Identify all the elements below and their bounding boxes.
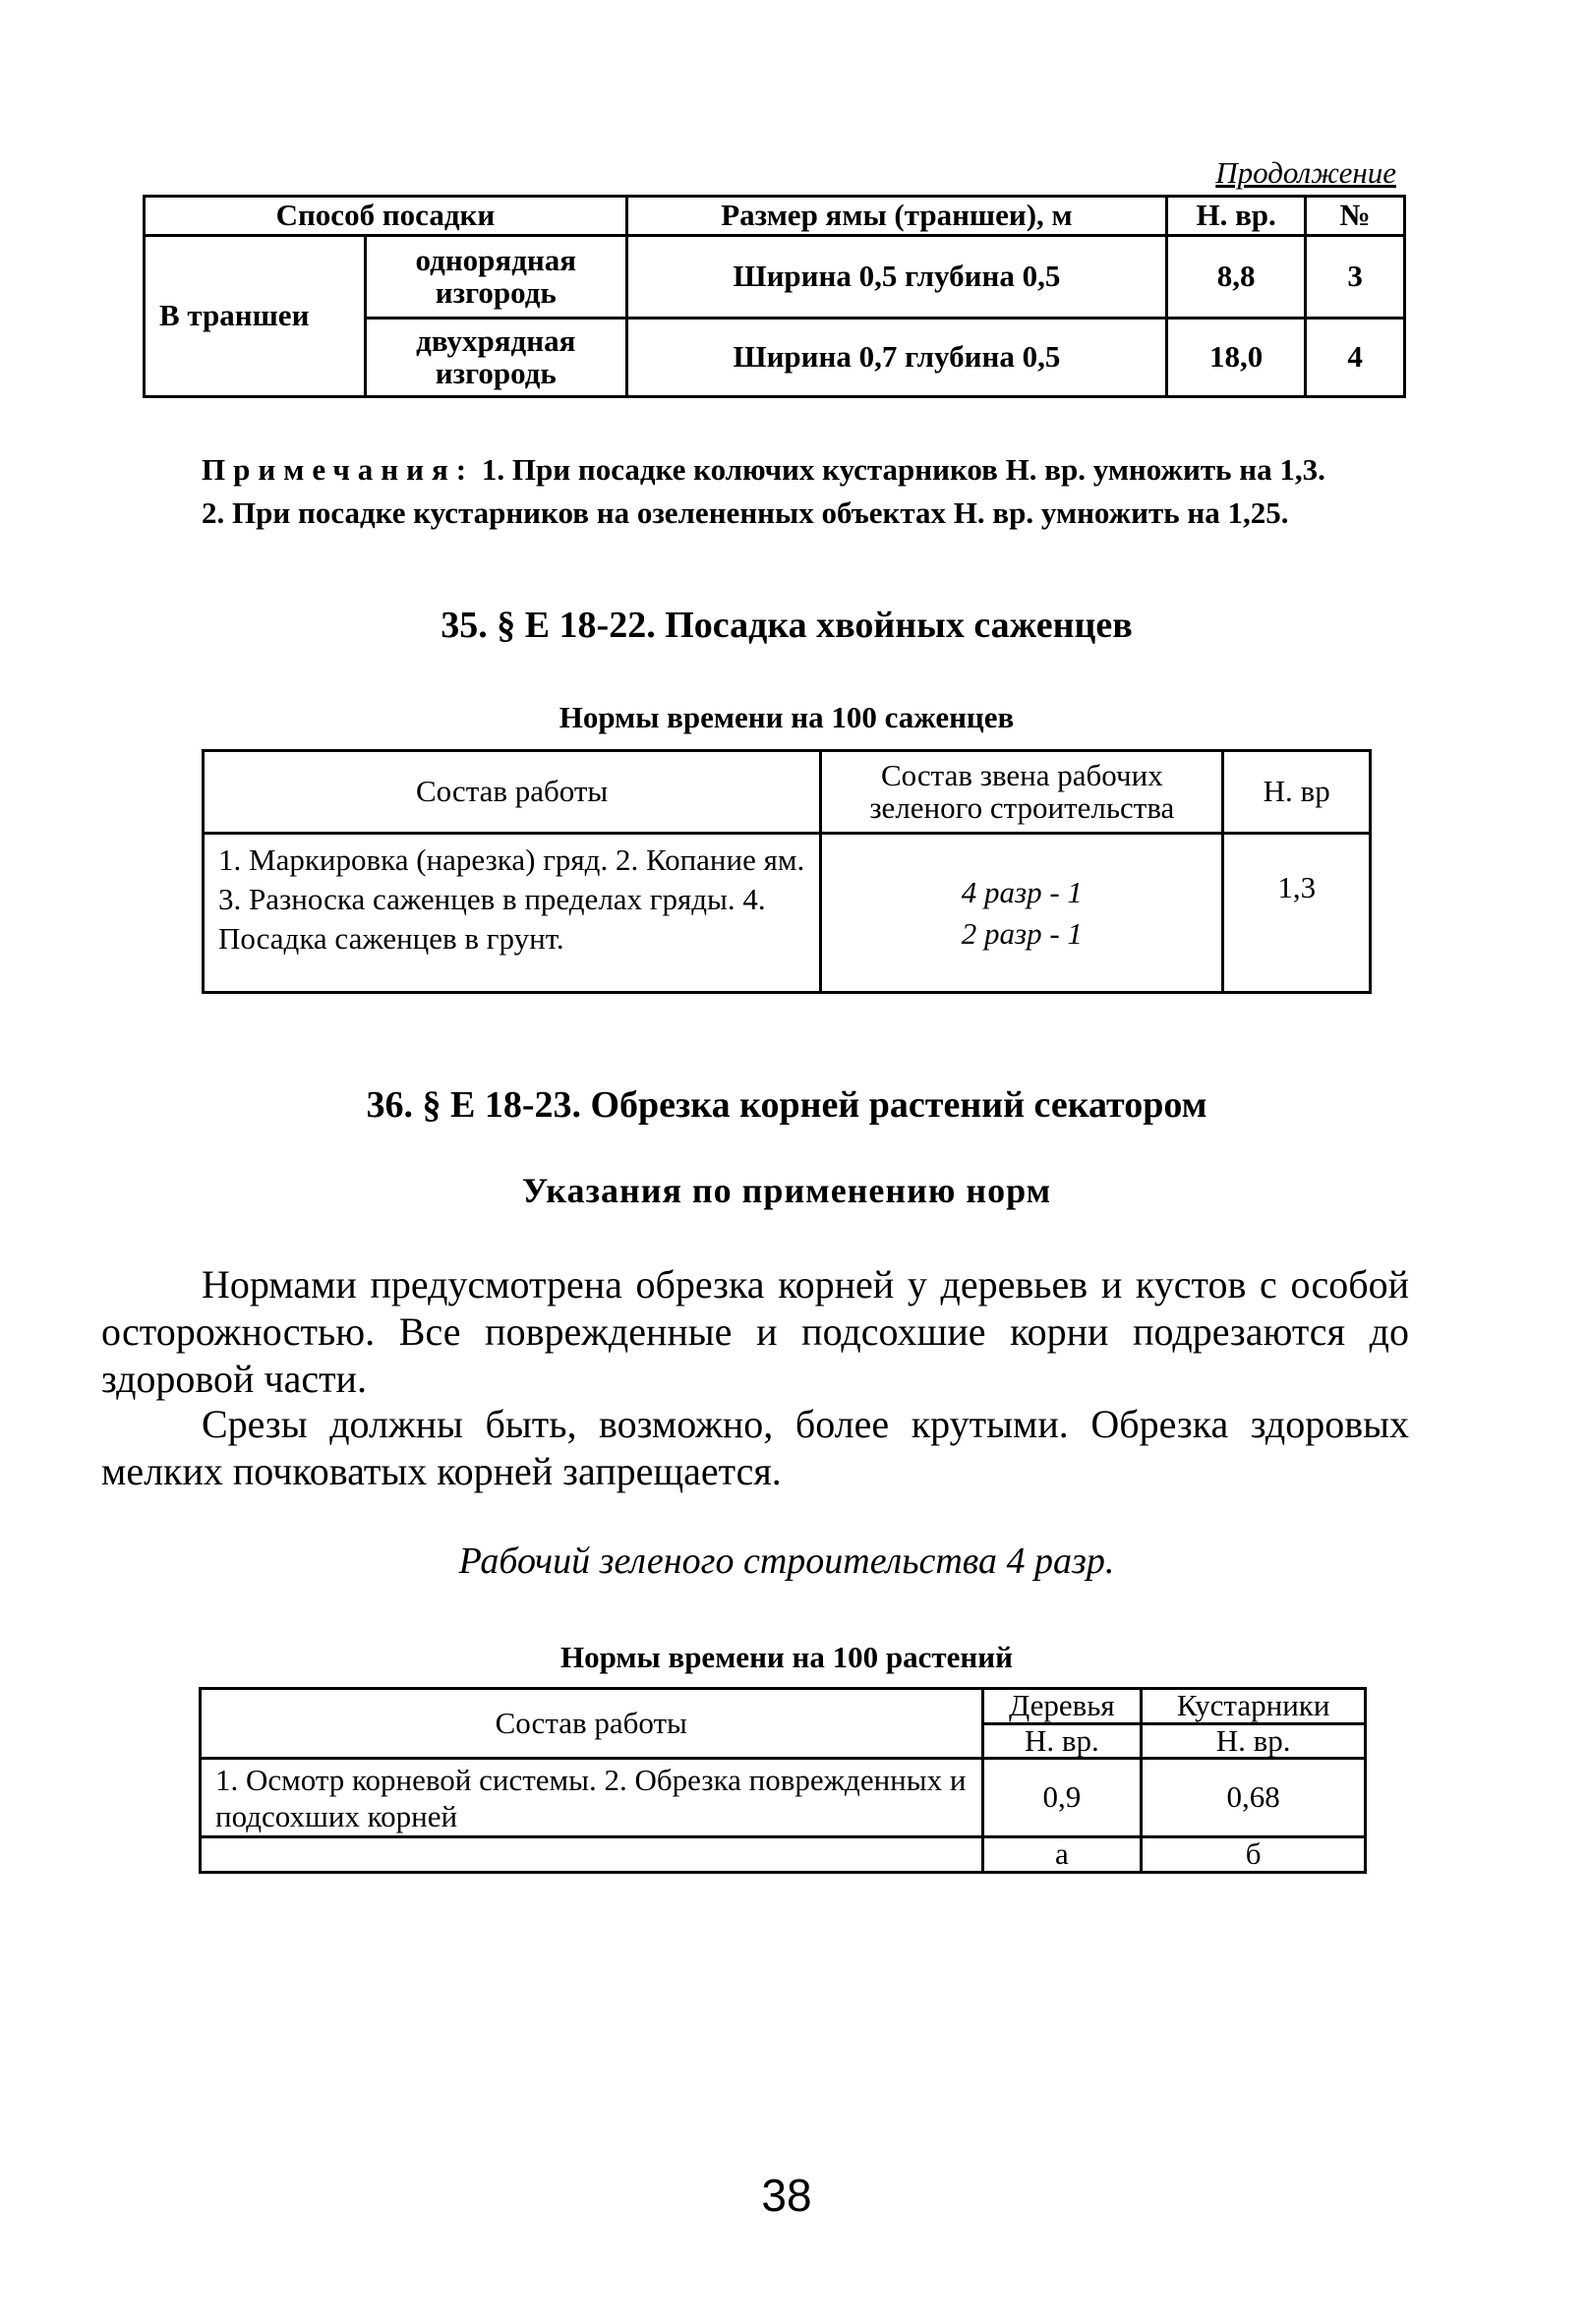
header-work: Состав работы xyxy=(204,751,821,834)
worker-grade: Рабочий зеленого строительства 4 разр. xyxy=(458,1540,1115,1582)
index-b: б xyxy=(1142,1837,1366,1873)
table-header-row xyxy=(204,751,1371,834)
header-shrubs: Кустарники xyxy=(1142,1689,1366,1724)
trees-value: 0,9 xyxy=(982,1759,1142,1837)
norm-value: 18,0 xyxy=(1167,319,1306,397)
row-number: 3 xyxy=(1306,236,1405,319)
shrubs-value: 0,68 xyxy=(1142,1759,1366,1837)
paragraph-1: Нормами предусмотрена обрезка корней у деревьев и кустов с особой осторожностью. Все поврежденные и подсохшие корни подрезаются до здоровой части. xyxy=(101,1262,1409,1401)
header-number: № xyxy=(1306,197,1405,236)
unit-trees: Н. вр. xyxy=(982,1723,1142,1759)
crew-line-1: 4 разр - 1 xyxy=(961,874,1083,909)
crew-line-2: 2 разр - 1 xyxy=(961,915,1083,951)
header-crew: Состав звена рабочих зеленого строительства xyxy=(821,751,1223,834)
work-description: 1. Маркировка (нарезка) гряд. 2. Копание ям. 3. Разноска саженцев в пределах гряды. 4. Посадка саженцев в грунт. xyxy=(204,834,821,993)
root-pruning-table xyxy=(199,1687,1367,1874)
notes xyxy=(202,448,1411,535)
paragraph-2: Срезы должны быть, возможно, более крутыми. Обрезка здоровых мелких почковатых корней запрещается. xyxy=(101,1402,1409,1493)
section-36-caption: Нормы времени на 100 растений xyxy=(560,1640,1013,1674)
section-36-subtitle: Указания по применению норм xyxy=(521,1171,1052,1210)
crew-composition xyxy=(821,834,1223,993)
header-trees: Деревья xyxy=(982,1689,1142,1724)
group-label: В траншеи xyxy=(145,236,366,397)
pit-size: Ширина 0,5 глубина 0,5 xyxy=(626,236,1166,319)
hedge-type: двухрядная изгородь xyxy=(365,319,626,397)
header-pit-size: Размер ямы (траншеи), м xyxy=(626,197,1166,236)
norm-value: 1,3 xyxy=(1223,834,1371,993)
page-number: 38 xyxy=(761,2170,812,2221)
index-empty xyxy=(201,1837,983,1873)
table-row xyxy=(201,1759,1366,1837)
note-2: 2. При посадке кустарников на озелененных объектах Н. вр. умножить на 1,25. xyxy=(202,495,1289,530)
section-36-title: 36. § Е 18-23. Обрезка корней растений секатором xyxy=(366,1084,1207,1126)
table-header-row xyxy=(145,197,1405,236)
table-header-row xyxy=(201,1689,1366,1724)
header-method: Способ посадки xyxy=(145,197,627,236)
planting-method-table xyxy=(143,195,1406,398)
table-row xyxy=(145,236,1405,319)
conifer-planting-table xyxy=(202,749,1372,994)
continuation-label: Продолжение xyxy=(1215,155,1396,190)
table-row xyxy=(204,834,1371,993)
table-index-row xyxy=(201,1837,1366,1873)
header-norm: Н. вр. xyxy=(1167,197,1306,236)
note-1: 1. При посадке колючих кустарников Н. вр. умножить на 1,3. xyxy=(481,452,1325,487)
index-a: а xyxy=(982,1837,1142,1873)
unit-shrubs: Н. вр. xyxy=(1142,1723,1366,1759)
pit-size: Ширина 0,7 глубина 0,5 xyxy=(626,319,1166,397)
header-work: Состав работы xyxy=(201,1689,983,1759)
header-norm: Н. вр xyxy=(1223,751,1371,834)
norm-value: 8,8 xyxy=(1167,236,1306,319)
section-35-title: 35. § Е 18-22. Посадка хвойных саженцев xyxy=(441,605,1133,646)
work-description: 1. Осмотр корневой системы. 2. Обрезка поврежденных и подсохших корней xyxy=(201,1759,983,1837)
notes-label: Примечания: xyxy=(202,452,475,487)
section-35-caption: Нормы времени на 100 саженцев xyxy=(559,700,1015,734)
row-number: 4 xyxy=(1306,319,1405,397)
hedge-type: однорядная изгородь xyxy=(365,236,626,319)
notes-line-1 xyxy=(202,448,1411,492)
